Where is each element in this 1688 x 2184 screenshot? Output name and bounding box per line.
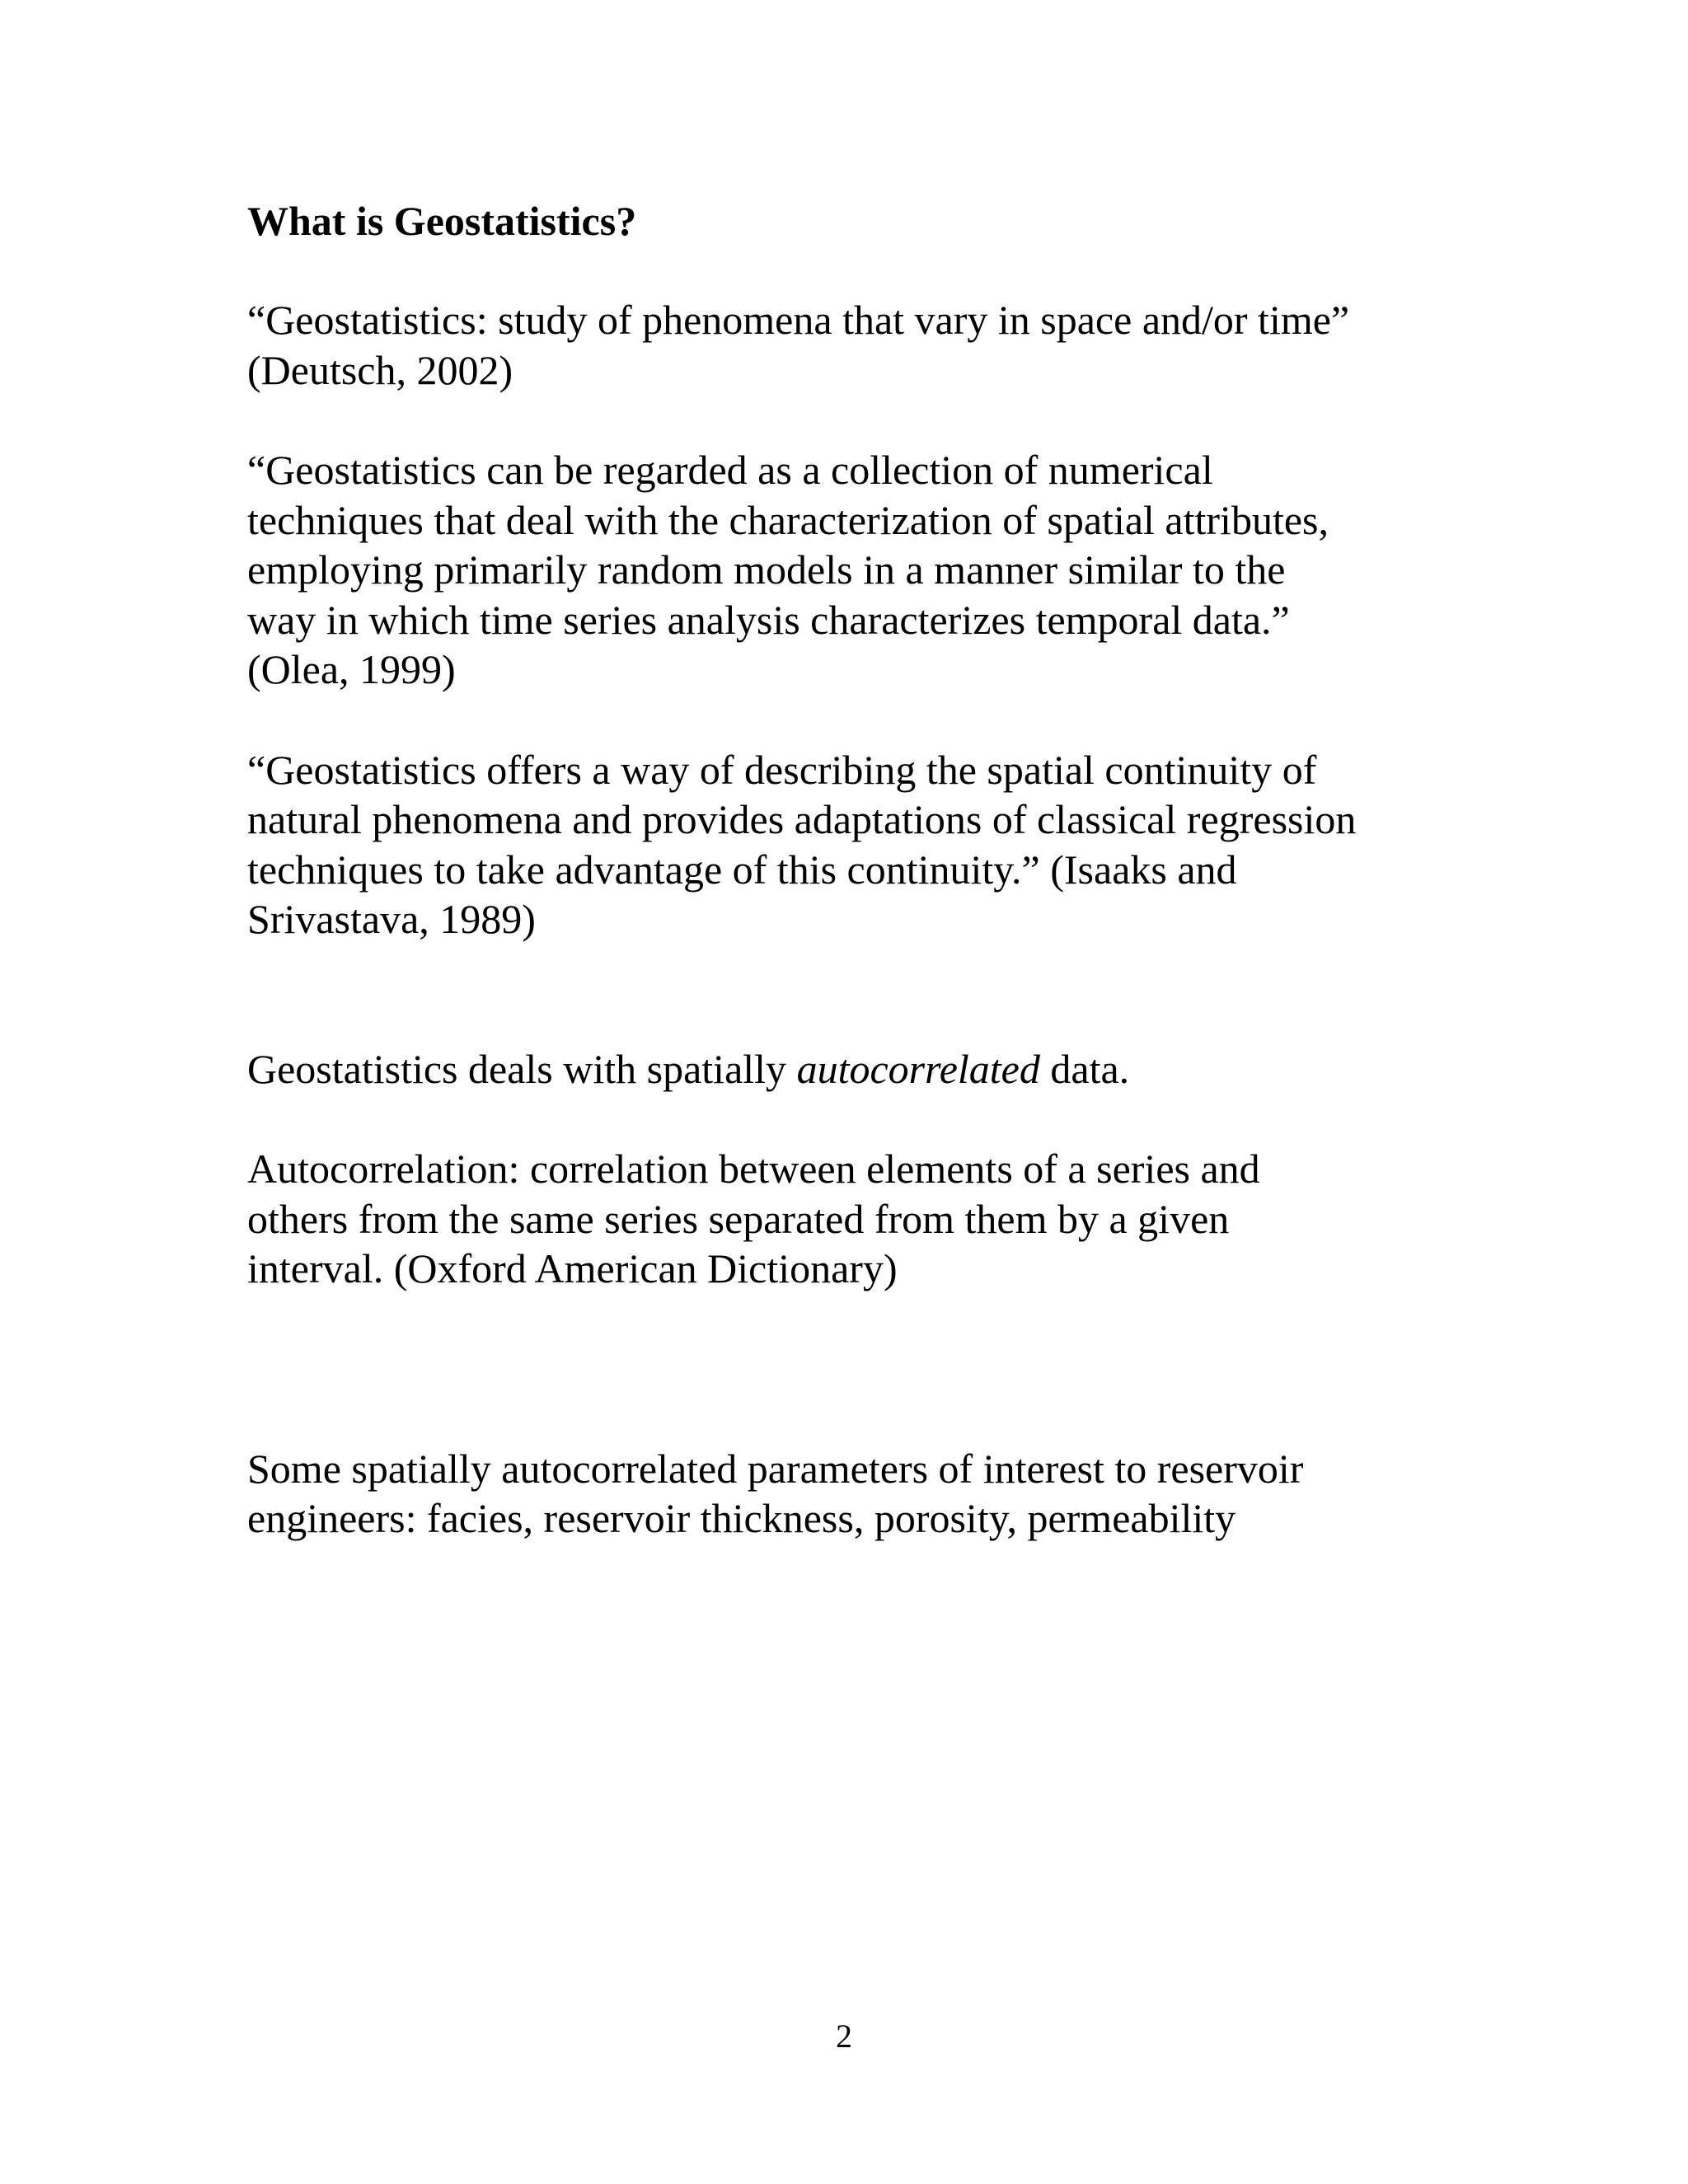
quote-deutsch xyxy=(247,295,1451,395)
autocorrelation-definition xyxy=(247,1144,1451,1294)
autocorrelated-statement xyxy=(247,1044,1451,1094)
page-content xyxy=(247,196,1451,1544)
quote-isaaks xyxy=(247,745,1451,944)
parameters-line: Some spatially autocorrelated parameters of interest to reservoir xyxy=(247,1445,1304,1492)
page-title: What is Geostatistics? xyxy=(247,198,637,244)
quote-olea-line: “Geostatistics can be regarded as a collection of numerical xyxy=(247,447,1213,493)
quote-olea-line: techniques that deal with the characterization of spatial attributes, xyxy=(247,496,1329,543)
quote-olea-line: employing primarily random models in a manner similar to the xyxy=(247,546,1286,593)
quote-isaaks-citation: Srivastava, 1989) xyxy=(247,896,536,942)
definition-line: Autocorrelation: correlation between elements of a series and xyxy=(247,1146,1260,1192)
paragraph-spacer xyxy=(247,1094,1451,1144)
paragraph-spacer xyxy=(247,695,1451,745)
paragraph-spacer xyxy=(247,395,1451,445)
quote-isaaks-line: techniques to take advantage of this continuity.” (Isaaks and xyxy=(247,846,1237,893)
parameters-line: engineers: facies, reservoir thickness, porosity, permeability xyxy=(247,1495,1236,1541)
parameters-paragraph xyxy=(247,1444,1451,1544)
quote-isaaks-line: “Geostatistics offers a way of describing the spatial continuity of xyxy=(247,746,1317,793)
statement-text-before: Geostatistics deals with spatially xyxy=(247,1045,797,1092)
definition-line: interval. (Oxford American Dictionary) xyxy=(247,1245,898,1291)
paragraph-spacer xyxy=(247,1294,1451,1444)
paragraph-spacer xyxy=(247,944,1451,1044)
statement-text-after: data. xyxy=(1039,1045,1130,1092)
quote-deutsch-line: “Geostatistics: study of phenomena that vary in space and/or time” xyxy=(247,297,1350,343)
quote-olea xyxy=(247,445,1451,695)
quote-olea-citation: (Olea, 1999) xyxy=(247,646,456,692)
emphasized-term: autocorrelated xyxy=(796,1045,1040,1092)
quote-deutsch-citation: (Deutsch, 2002) xyxy=(247,346,513,393)
page-number: 2 xyxy=(836,2018,852,2055)
quote-olea-line: way in which time series analysis characterizes temporal data.” xyxy=(247,596,1290,643)
autocorrelated-statement-line xyxy=(247,1044,1451,1094)
definition-line: others from the same series separated from them by a given xyxy=(247,1195,1230,1242)
quote-isaaks-line: natural phenomena and provides adaptations of classical regression xyxy=(247,796,1357,842)
